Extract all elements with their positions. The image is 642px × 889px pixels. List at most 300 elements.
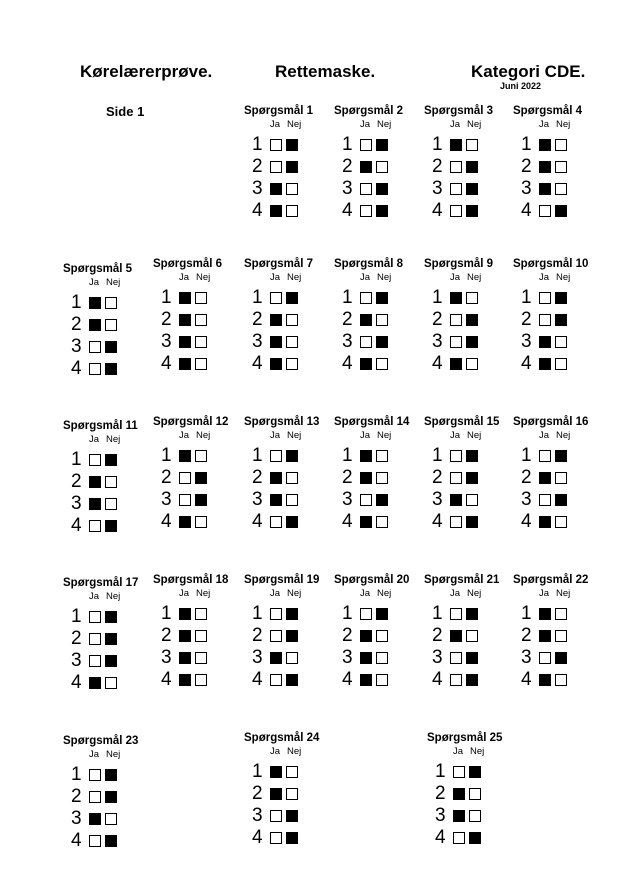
answer-row xyxy=(435,827,485,849)
nej-checkbox xyxy=(555,516,567,528)
nej-checkbox xyxy=(286,630,298,642)
row-number: 1 xyxy=(432,287,443,308)
ja-checkbox xyxy=(270,766,282,778)
answer-row xyxy=(432,134,482,156)
question-block xyxy=(513,105,599,221)
row-number: 4 xyxy=(435,827,446,848)
row-number: 4 xyxy=(432,353,443,374)
ja-checkbox xyxy=(360,292,372,304)
row-number: 4 xyxy=(252,511,263,532)
row-number: 3 xyxy=(161,647,172,668)
ja-checkbox xyxy=(89,655,101,667)
ja-nej-header xyxy=(89,277,120,288)
question-block xyxy=(424,105,510,221)
ja-label: Ja xyxy=(450,272,461,283)
nej-checkbox xyxy=(466,139,478,151)
row-number: 3 xyxy=(71,650,82,671)
ja-checkbox xyxy=(450,652,462,664)
question-title: Spørgsmål 19 xyxy=(244,574,320,586)
ja-checkbox xyxy=(450,183,462,195)
row-number: 2 xyxy=(432,309,443,330)
nej-checkbox xyxy=(376,630,388,642)
nej-label: Nej xyxy=(287,272,302,283)
ja-nej-header xyxy=(450,430,481,441)
ja-nej-header xyxy=(360,588,391,599)
question-title: Spørgsmål 3 xyxy=(424,105,494,117)
answer-row xyxy=(71,358,121,380)
question-title: Spørgsmål 6 xyxy=(153,258,223,270)
ja-nej-header xyxy=(360,119,391,130)
question-title: Spørgsmål 24 xyxy=(244,732,320,744)
question-title: Spørgsmål 2 xyxy=(334,105,404,117)
nej-checkbox xyxy=(376,494,388,506)
answer-row xyxy=(435,805,485,827)
nej-checkbox xyxy=(555,652,567,664)
nej-label: Nej xyxy=(467,588,482,599)
ja-checkbox xyxy=(89,835,101,847)
nej-checkbox xyxy=(195,292,207,304)
nej-checkbox xyxy=(286,674,298,686)
answer-row xyxy=(342,647,392,669)
ja-checkbox xyxy=(360,183,372,195)
row-number: 2 xyxy=(161,309,172,330)
ja-label: Ja xyxy=(453,746,464,757)
nej-label: Nej xyxy=(556,272,571,283)
answer-row xyxy=(71,672,121,694)
row-number: 4 xyxy=(252,353,263,374)
row-number: 1 xyxy=(161,445,172,466)
row-number: 3 xyxy=(161,331,172,352)
answer-row xyxy=(71,830,121,852)
ja-checkbox xyxy=(360,314,372,326)
row-number: 1 xyxy=(252,287,263,308)
answer-row xyxy=(432,200,482,222)
ja-checkbox xyxy=(539,358,551,370)
row-number: 2 xyxy=(342,625,353,646)
row-number: 1 xyxy=(252,761,263,782)
row-number: 4 xyxy=(161,669,172,690)
nej-checkbox xyxy=(466,652,478,664)
question-block xyxy=(153,574,239,690)
ja-checkbox xyxy=(89,611,101,623)
nej-checkbox xyxy=(105,297,117,309)
answer-row xyxy=(161,647,211,669)
answer-row xyxy=(432,287,482,309)
ja-checkbox xyxy=(270,205,282,217)
ja-label: Ja xyxy=(450,119,461,130)
question-block xyxy=(153,258,239,374)
row-number: 4 xyxy=(71,515,82,536)
nej-checkbox xyxy=(376,161,388,173)
answer-row xyxy=(432,331,482,353)
nej-checkbox xyxy=(466,358,478,370)
ja-checkbox xyxy=(89,297,101,309)
ja-nej-header xyxy=(89,434,120,445)
question-title: Spørgsmål 10 xyxy=(513,258,589,270)
row-number: 2 xyxy=(432,625,443,646)
answer-row xyxy=(252,625,302,647)
ja-checkbox xyxy=(89,633,101,645)
ja-checkbox xyxy=(270,292,282,304)
question-title: Spørgsmål 15 xyxy=(424,416,500,428)
answer-row xyxy=(252,134,302,156)
answer-row xyxy=(342,445,392,467)
nej-label: Nej xyxy=(470,746,485,757)
row-number: 4 xyxy=(71,672,82,693)
row-number: 4 xyxy=(342,669,353,690)
row-number: 2 xyxy=(252,156,263,177)
answer-row xyxy=(71,606,121,628)
ja-checkbox xyxy=(450,161,462,173)
ja-checkbox xyxy=(179,674,191,686)
row-number: 3 xyxy=(342,647,353,668)
ja-checkbox xyxy=(270,450,282,462)
answer-row xyxy=(252,805,302,827)
question-block xyxy=(424,416,510,532)
row-number: 1 xyxy=(252,445,263,466)
row-number: 3 xyxy=(71,336,82,357)
nej-checkbox xyxy=(286,472,298,484)
ja-label: Ja xyxy=(179,588,190,599)
question-block xyxy=(513,258,599,374)
nej-checkbox xyxy=(466,630,478,642)
ja-checkbox xyxy=(539,314,551,326)
ja-checkbox xyxy=(539,161,551,173)
question-block xyxy=(244,416,330,532)
row-number: 4 xyxy=(432,200,443,221)
answer-row xyxy=(342,309,392,331)
nej-checkbox xyxy=(466,161,478,173)
nej-checkbox xyxy=(555,450,567,462)
nej-checkbox xyxy=(376,652,388,664)
answer-row xyxy=(71,808,121,830)
nej-checkbox xyxy=(286,608,298,620)
ja-checkbox xyxy=(179,652,191,664)
nej-label: Nej xyxy=(196,588,211,599)
ja-checkbox xyxy=(450,494,462,506)
nej-label: Nej xyxy=(287,746,302,757)
ja-checkbox xyxy=(453,788,465,800)
answer-row xyxy=(252,309,302,331)
answer-row xyxy=(161,331,211,353)
ja-nej-header xyxy=(453,746,484,757)
ja-nej-header xyxy=(539,272,570,283)
nej-checkbox xyxy=(105,363,117,375)
answer-row xyxy=(521,625,571,647)
ja-checkbox xyxy=(539,292,551,304)
nej-checkbox xyxy=(286,205,298,217)
ja-checkbox xyxy=(360,472,372,484)
ja-checkbox xyxy=(179,314,191,326)
nej-checkbox xyxy=(466,472,478,484)
question-block xyxy=(244,732,330,848)
ja-checkbox xyxy=(179,516,191,528)
row-number: 1 xyxy=(521,287,532,308)
nej-checkbox xyxy=(105,813,117,825)
header-date: Juni 2022 xyxy=(500,81,542,91)
row-number: 2 xyxy=(252,309,263,330)
ja-checkbox xyxy=(360,450,372,462)
ja-checkbox xyxy=(450,139,462,151)
question-title: Spørgsmål 20 xyxy=(334,574,410,586)
answer-row xyxy=(252,827,302,849)
nej-checkbox xyxy=(466,336,478,348)
question-title: Spørgsmål 4 xyxy=(513,105,583,117)
ja-nej-header xyxy=(270,588,301,599)
row-number: 3 xyxy=(71,808,82,829)
answer-row xyxy=(71,336,121,358)
row-number: 4 xyxy=(161,353,172,374)
row-number: 2 xyxy=(71,628,82,649)
row-number: 3 xyxy=(252,489,263,510)
row-number: 2 xyxy=(342,309,353,330)
nej-checkbox xyxy=(466,516,478,528)
ja-label: Ja xyxy=(450,430,461,441)
answer-row xyxy=(71,493,121,515)
question-title: Spørgsmål 25 xyxy=(427,732,503,744)
answer-row xyxy=(342,489,392,511)
ja-checkbox xyxy=(539,183,551,195)
row-number: 1 xyxy=(521,445,532,466)
answer-row xyxy=(161,467,211,489)
ja-checkbox xyxy=(360,161,372,173)
row-number: 4 xyxy=(342,511,353,532)
ja-nej-header xyxy=(360,272,391,283)
ja-label: Ja xyxy=(89,277,100,288)
ja-checkbox xyxy=(539,516,551,528)
row-number: 3 xyxy=(342,489,353,510)
answer-row xyxy=(521,647,571,669)
answer-row xyxy=(342,200,392,222)
row-number: 1 xyxy=(521,134,532,155)
answer-row xyxy=(161,511,211,533)
question-block xyxy=(513,574,599,690)
question-block xyxy=(334,258,420,374)
nej-checkbox xyxy=(376,358,388,370)
nej-checkbox xyxy=(466,205,478,217)
ja-checkbox xyxy=(179,608,191,620)
nej-checkbox xyxy=(105,476,117,488)
ja-checkbox xyxy=(450,292,462,304)
nej-checkbox xyxy=(105,677,117,689)
answer-row xyxy=(432,467,482,489)
nej-checkbox xyxy=(555,183,567,195)
ja-checkbox xyxy=(179,336,191,348)
ja-checkbox xyxy=(450,516,462,528)
answer-row xyxy=(432,489,482,511)
row-number: 2 xyxy=(342,467,353,488)
nej-checkbox xyxy=(376,314,388,326)
ja-label: Ja xyxy=(360,588,371,599)
row-number: 4 xyxy=(521,353,532,374)
question-title: Spørgsmål 7 xyxy=(244,258,314,270)
ja-checkbox xyxy=(539,608,551,620)
question-title: Spørgsmål 1 xyxy=(244,105,314,117)
row-number: 4 xyxy=(71,830,82,851)
row-number: 2 xyxy=(521,467,532,488)
row-number: 2 xyxy=(161,467,172,488)
nej-label: Nej xyxy=(556,119,571,130)
ja-checkbox xyxy=(453,810,465,822)
nej-checkbox xyxy=(555,161,567,173)
question-block xyxy=(153,416,239,532)
ja-checkbox xyxy=(360,139,372,151)
ja-label: Ja xyxy=(539,119,550,130)
answer-row xyxy=(432,445,482,467)
nej-checkbox xyxy=(195,608,207,620)
nej-checkbox xyxy=(555,494,567,506)
question-block xyxy=(513,416,599,532)
row-number: 1 xyxy=(71,292,82,313)
row-number: 3 xyxy=(435,805,446,826)
row-number: 1 xyxy=(252,134,263,155)
answer-row xyxy=(71,449,121,471)
nej-checkbox xyxy=(469,810,481,822)
question-block xyxy=(424,258,510,374)
row-number: 3 xyxy=(521,331,532,352)
nej-checkbox xyxy=(195,630,207,642)
ja-checkbox xyxy=(89,319,101,331)
ja-checkbox xyxy=(270,494,282,506)
question-block xyxy=(244,574,330,690)
ja-checkbox xyxy=(270,832,282,844)
row-number: 1 xyxy=(71,606,82,627)
ja-checkbox xyxy=(270,788,282,800)
ja-checkbox xyxy=(270,516,282,528)
ja-checkbox xyxy=(450,205,462,217)
row-number: 2 xyxy=(521,309,532,330)
nej-checkbox xyxy=(105,520,117,532)
nej-checkbox xyxy=(286,292,298,304)
answer-row xyxy=(521,353,571,375)
answer-row xyxy=(71,471,121,493)
answer-row xyxy=(252,761,302,783)
header-title-left: Kørelærerprøve. xyxy=(80,62,213,81)
answer-row xyxy=(71,314,121,336)
question-block xyxy=(334,574,420,690)
ja-checkbox xyxy=(539,336,551,348)
row-number: 2 xyxy=(71,314,82,335)
question-title: Spørgsmål 12 xyxy=(153,416,229,428)
answer-row xyxy=(161,287,211,309)
nej-label: Nej xyxy=(467,119,482,130)
nej-checkbox xyxy=(555,674,567,686)
ja-label: Ja xyxy=(179,430,190,441)
answer-row xyxy=(342,134,392,156)
nej-checkbox xyxy=(376,472,388,484)
nej-label: Nej xyxy=(377,272,392,283)
row-number: 4 xyxy=(252,827,263,848)
nej-checkbox xyxy=(376,139,388,151)
row-number: 3 xyxy=(252,331,263,352)
nej-checkbox xyxy=(286,450,298,462)
nej-label: Nej xyxy=(377,119,392,130)
answer-row xyxy=(161,309,211,331)
ja-checkbox xyxy=(179,494,191,506)
nej-label: Nej xyxy=(467,430,482,441)
answer-row xyxy=(521,445,571,467)
nej-checkbox xyxy=(286,810,298,822)
question-title: Spørgsmål 5 xyxy=(63,263,133,275)
header-title-right: Kategori CDE. xyxy=(471,62,586,81)
question-title: Spørgsmål 14 xyxy=(334,416,410,428)
row-number: 3 xyxy=(252,178,263,199)
row-number: 1 xyxy=(342,134,353,155)
nej-checkbox xyxy=(286,183,298,195)
nej-label: Nej xyxy=(106,434,121,445)
nej-label: Nej xyxy=(467,272,482,283)
ja-nej-header xyxy=(179,588,210,599)
nej-checkbox xyxy=(286,652,298,664)
ja-checkbox xyxy=(179,450,191,462)
answer-row xyxy=(71,764,121,786)
row-number: 4 xyxy=(71,358,82,379)
answer-row xyxy=(342,625,392,647)
row-number: 3 xyxy=(252,805,263,826)
row-number: 2 xyxy=(71,471,82,492)
nej-checkbox xyxy=(286,788,298,800)
nej-checkbox xyxy=(376,450,388,462)
answer-row xyxy=(71,650,121,672)
answer-row xyxy=(342,669,392,691)
answer-row xyxy=(432,647,482,669)
ja-label: Ja xyxy=(539,272,550,283)
answer-row xyxy=(252,200,302,222)
answer-row xyxy=(252,783,302,805)
ja-label: Ja xyxy=(270,119,281,130)
row-number: 1 xyxy=(432,134,443,155)
ja-checkbox xyxy=(270,336,282,348)
question-title: Spørgsmål 13 xyxy=(244,416,320,428)
ja-label: Ja xyxy=(270,272,281,283)
nej-label: Nej xyxy=(106,749,121,760)
ja-checkbox xyxy=(270,183,282,195)
nej-label: Nej xyxy=(377,430,392,441)
ja-checkbox xyxy=(360,336,372,348)
question-block xyxy=(63,263,149,379)
answer-row xyxy=(342,467,392,489)
answer-row xyxy=(342,156,392,178)
answer-row xyxy=(161,625,211,647)
row-number: 3 xyxy=(71,493,82,514)
ja-checkbox xyxy=(539,450,551,462)
nej-checkbox xyxy=(376,292,388,304)
answer-row xyxy=(161,603,211,625)
ja-nej-header xyxy=(450,588,481,599)
answer-row xyxy=(521,200,571,222)
row-number: 4 xyxy=(342,200,353,221)
answer-row xyxy=(521,489,571,511)
answer-row xyxy=(161,445,211,467)
answer-row xyxy=(252,511,302,533)
row-number: 4 xyxy=(521,200,532,221)
row-number: 3 xyxy=(432,178,443,199)
row-number: 2 xyxy=(252,783,263,804)
row-number: 2 xyxy=(342,156,353,177)
ja-checkbox xyxy=(450,336,462,348)
ja-checkbox xyxy=(450,608,462,620)
ja-nej-header xyxy=(539,588,570,599)
header-title-center: Rettemaske. xyxy=(275,62,376,81)
nej-checkbox xyxy=(195,336,207,348)
row-number: 3 xyxy=(432,647,443,668)
answer-row xyxy=(521,603,571,625)
nej-label: Nej xyxy=(556,430,571,441)
ja-checkbox xyxy=(270,810,282,822)
ja-checkbox xyxy=(270,472,282,484)
answer-row xyxy=(252,489,302,511)
answer-row xyxy=(252,156,302,178)
